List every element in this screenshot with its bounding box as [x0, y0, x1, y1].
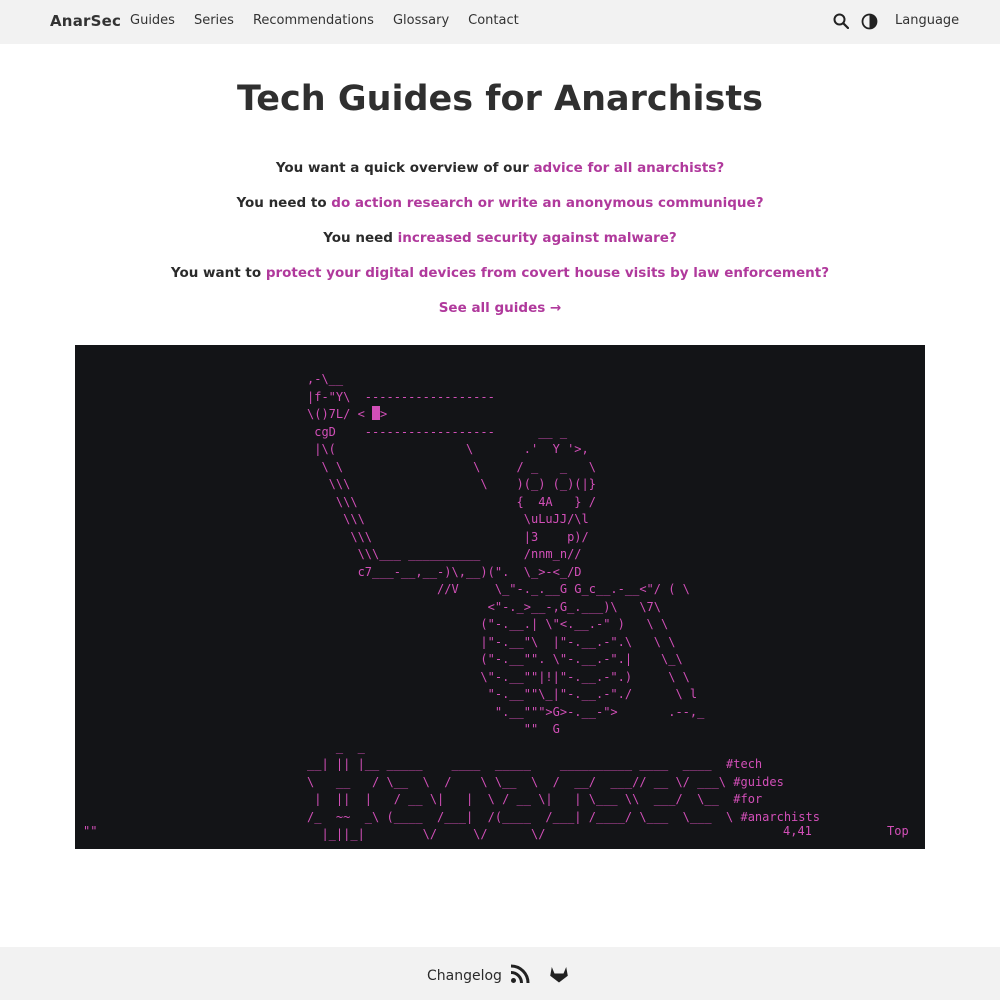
hashtag-tech: #tech	[726, 757, 763, 771]
action-research-link[interactable]: do action research or write an anonymous communique?	[331, 195, 764, 211]
intro-line-text: You want to	[170, 265, 266, 281]
hashtag-for: #for	[733, 792, 763, 806]
language-selector[interactable]: Language	[895, 13, 960, 28]
gitlab-icon[interactable]	[549, 964, 569, 984]
intro-line	[0, 228, 1000, 263]
advice-link[interactable]: advice for all anarchists?	[533, 160, 725, 176]
intro-line-text: You need to	[236, 195, 332, 211]
intro-line	[0, 158, 1000, 193]
nav-link-contact[interactable]: Contact	[468, 13, 519, 28]
nav-link-glossary[interactable]: Glossary	[392, 13, 450, 28]
nav-link-recommendations[interactable]: Recommendations	[252, 13, 374, 28]
theme-toggle-icon[interactable]	[861, 13, 878, 30]
nav-links	[130, 13, 519, 28]
nav-link-series[interactable]: Series	[193, 13, 234, 28]
changelog-link[interactable]: Changelog	[427, 968, 502, 984]
footer	[0, 947, 1000, 1000]
nav-link-guides[interactable]: Guides	[130, 13, 175, 28]
page-title: Tech Guides for Anarchists	[237, 79, 763, 119]
terminal-cursor	[372, 406, 380, 420]
terminal-scroll-indicator: Top	[887, 824, 909, 838]
intro-line	[0, 193, 1000, 228]
rss-icon[interactable]	[510, 964, 530, 984]
malware-security-link[interactable]: increased security against malware?	[397, 230, 677, 246]
intro-lines	[0, 158, 1000, 333]
intro-line	[0, 298, 1000, 333]
ascii-art: ,-\__ |f-"Y\ ------------------ \()7L/ < > cgD ------------------ __ _ |\( \ .' Y '>, \ \ \ / _ _ \ \\\ \ )(_) (_)(|} \\\ { 4A } / \\\ \uLuJJ/\l \\\ |3 p)/ \\\___ __________ /nnm_n// c7___-__,__-)\,__)(". \_>-<_/D //V \_"-._.__G G_c__.-__<"/ ( \ <"-._>__-,G_.___)\ \7\ ("-.__.| \"<.__.-" ) \ \ |"-.__"\ |"-.__.-".\ \ \ ("-.__"". \"-.__.-".| \_\ \"-.__""|!|"-.__.-".) \ \ "-.__""\_|"-.__.-"./ \ l ".__""">G>-.__-"> .--,_ "" G _ _ __| || |__ _____ ____ _____ __________ ____ ____ #tech \ __ / \__ \ / \ \__ \ / __/ ___// __ \/ ___\ #guides | || | / __ \| | \ / __ \| | \___ \\ ___/ \__ #for /_ ~~ _\ (____ /___| /(____ /___| /____/ \___ \___ \ #anarchists |_||_| \/ \/ \/	[307, 372, 820, 841]
hashtag-anarchists: #anarchists	[740, 809, 820, 824]
terminal-illustration	[75, 345, 925, 849]
terminal-cursor-position: 4,41	[783, 824, 812, 838]
terminal-status-left: ""	[83, 824, 98, 838]
house-visits-link[interactable]: protect your digital devices from covert house visits by law enforcement?	[265, 265, 830, 281]
intro-line-text: You want a quick overview of our	[275, 160, 534, 176]
top-navigation	[0, 0, 1000, 44]
intro-line	[0, 263, 1000, 298]
hashtag-guides: #guides	[733, 774, 784, 789]
see-all-guides-link[interactable]: See all guides →	[438, 300, 562, 316]
search-icon[interactable]	[833, 13, 849, 29]
site-brand[interactable]: AnarSec	[50, 12, 122, 30]
intro-line-text: You need	[323, 230, 398, 246]
